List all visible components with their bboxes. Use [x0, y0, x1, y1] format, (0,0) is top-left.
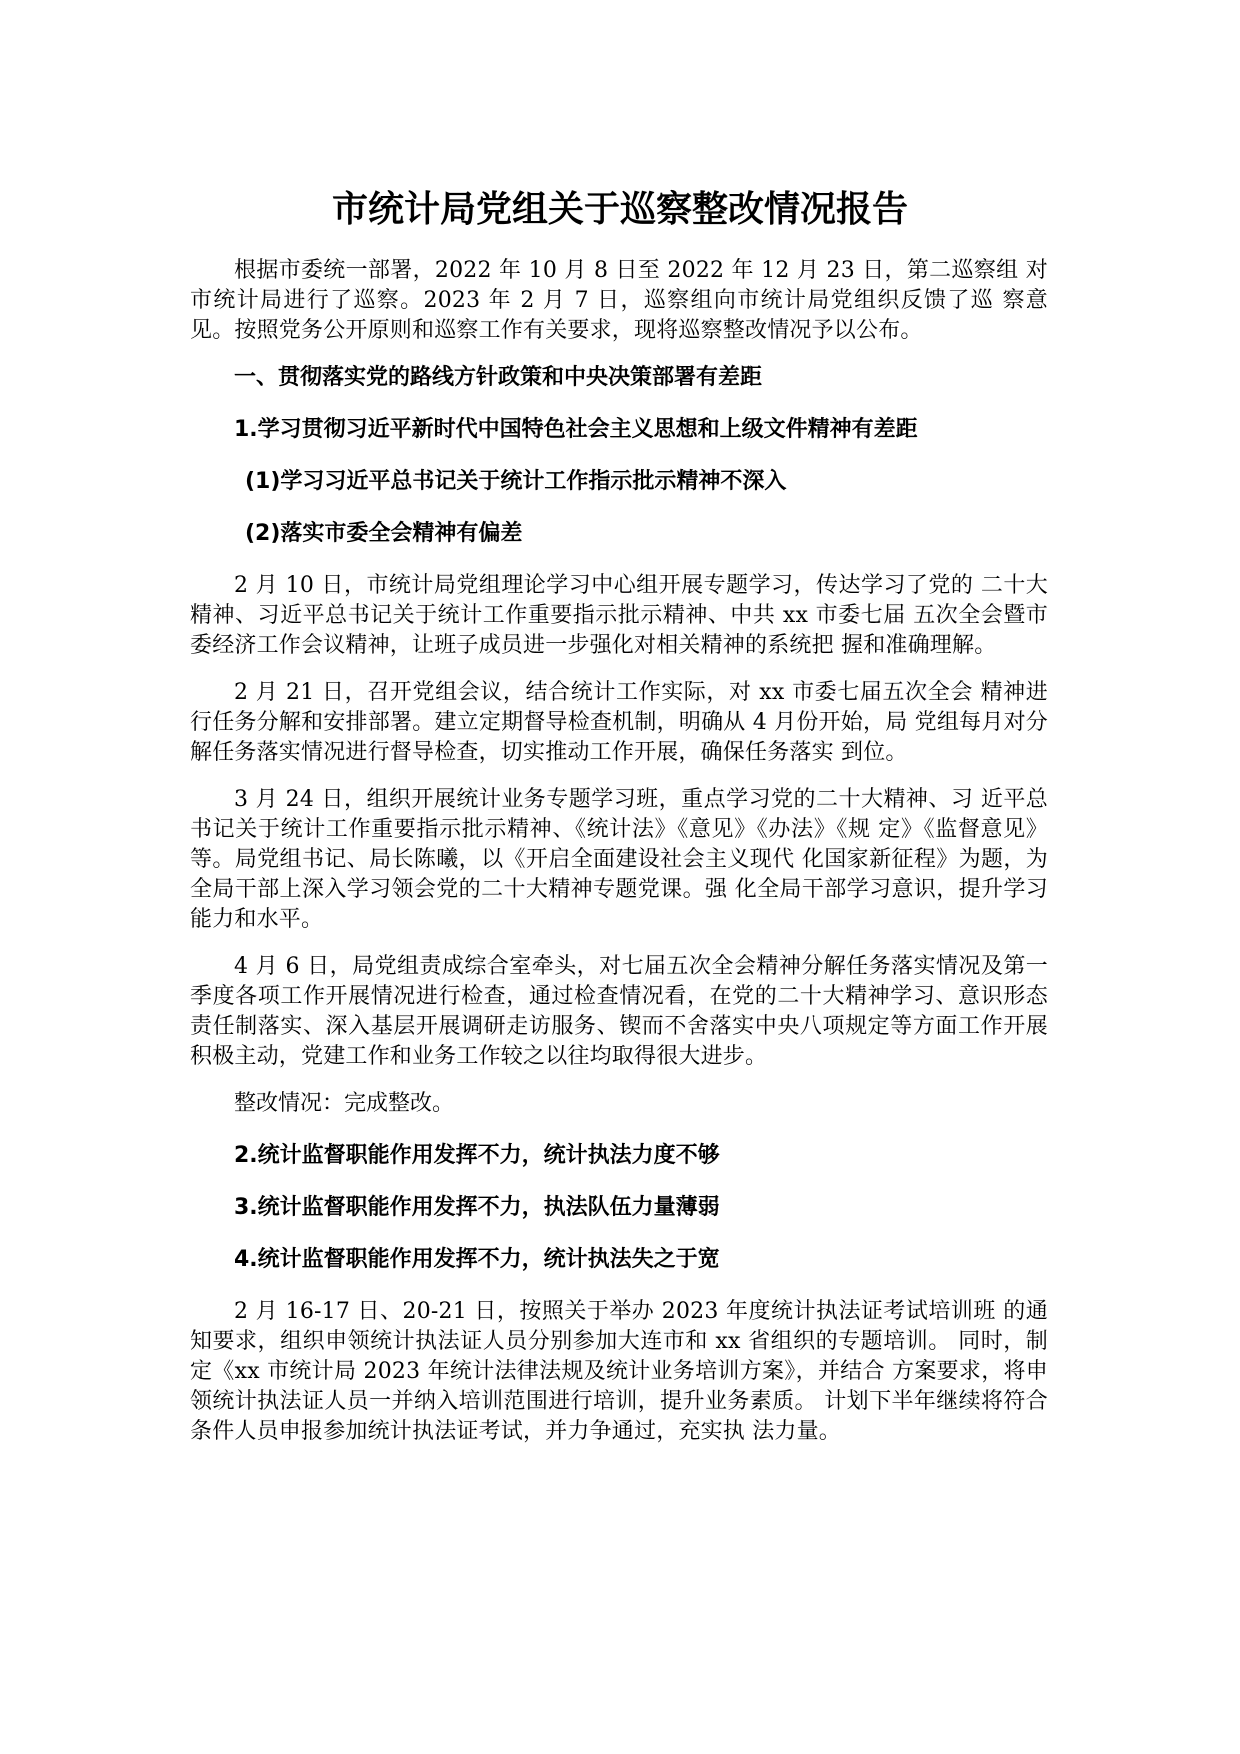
- rectification-status: 整改情况：完成整改。: [234, 1091, 455, 1116]
- document-title: 市统计局党组关于巡察整改情况报告: [331, 189, 908, 230]
- item-4-heading: 4.统计监督职能作用发挥不力，统计执法失之于宽: [234, 1247, 720, 1272]
- paragraph-feb-10: 2 月 10 日，市统计局党组理论学习中心组开展专题学习，传达学习了党的 二十大精神、习近平总书记关于统计工作重要指示批示精神、中共 xx 市委七届 五次全会暨市委经济工作会议精神，让班子成员进一步强化对相关精神的系统把 握和准确理解。: [190, 573, 1048, 658]
- paragraph-mar-24: 3 月 24 日，组织开展统计业务专题学习班，重点学习党的二十大精神、习 近平总书记关于统计工作重要指示批示精神、《统计法》《意见》《办法》《规 定》《监督意见》等。局党组书记、局长陈曦，以《开启全面建设社会主义现代 化国家新征程》为题，为全局干部上深入学习领会党的二十大精神专题党课。强 化全局干部学习意识，提升学习能力和水平。: [190, 787, 1048, 932]
- item-3-heading: 3.统计监督职能作用发挥不力，执法队伍力量薄弱: [234, 1195, 720, 1220]
- paragraph-feb-21: 2 月 21 日，召开党组会议，结合统计工作实际，对 xx 市委七届五次全会 精神进行任务分解和安排部署。建立定期督导检查机制，明确从 4 月份开始，局 党组每月对分解任务落实情况进行督导检查，切实推动工作开展，确保任务落实 到位。: [190, 680, 1048, 765]
- paragraph-feb-16: 2 月 16-17 日、20-21 日，按照关于举办 2023 年度统计执法证考试培训班 的通知要求，组织申领统计执法证人员分别参加大连市和 xx 省组织的专题培训。 同时，制定《xx 市统计局 2023 年统计法律法规及统计业务培训方案》，并结合 方案要求，将申领统计执法证人员一并纳入培训范围进行培训，提升业务素质。 计划下半年继续将符合条件人员申报参加统计执法证考试，并力争通过，充实执 法力量。: [190, 1299, 1048, 1444]
- paragraph-apr-6: 4 月 6 日，局党组责成综合室牵头，对七届五次全会精神分解任务落实情况及第一季度各项工作开展情况进行检查，通过检查情况看，在党的二十大精神学习、意识形态责任制落实、深入基层开展调研走访服务、锲而不舍落实中央八项规定等方面工作开展积极主动，党建工作和业务工作较之以往均取得很大进步。: [190, 954, 1048, 1069]
- intro-paragraph: 根据市委统一部署，2022 年 10 月 8 日至 2022 年 12 月 23 日，第二巡察组 对市统计局进行了巡察。2023 年 2 月 7 日，巡察组向市统计局党组织反馈了巡 察意见。按照党务公开原则和巡察工作有关要求，现将巡察整改情况予以公布。: [190, 258, 1048, 343]
- item-2-heading: 2.统计监督职能作用发挥不力，统计执法力度不够: [234, 1143, 720, 1168]
- item-1-heading: 1.学习贯彻习近平新时代中国特色社会主义思想和上级文件精神有差距: [234, 417, 918, 442]
- document-body: [190, 256, 1048, 1464]
- subitem-1-heading: (1)学习习近平总书记关于统计工作指示批示精神不深入: [245, 469, 787, 494]
- section-1-heading: 一、贯彻落实党的路线方针政策和中央决策部署有差距: [234, 365, 763, 390]
- subitem-2-heading: (2)落实市委全会精神有偏差: [245, 521, 523, 546]
